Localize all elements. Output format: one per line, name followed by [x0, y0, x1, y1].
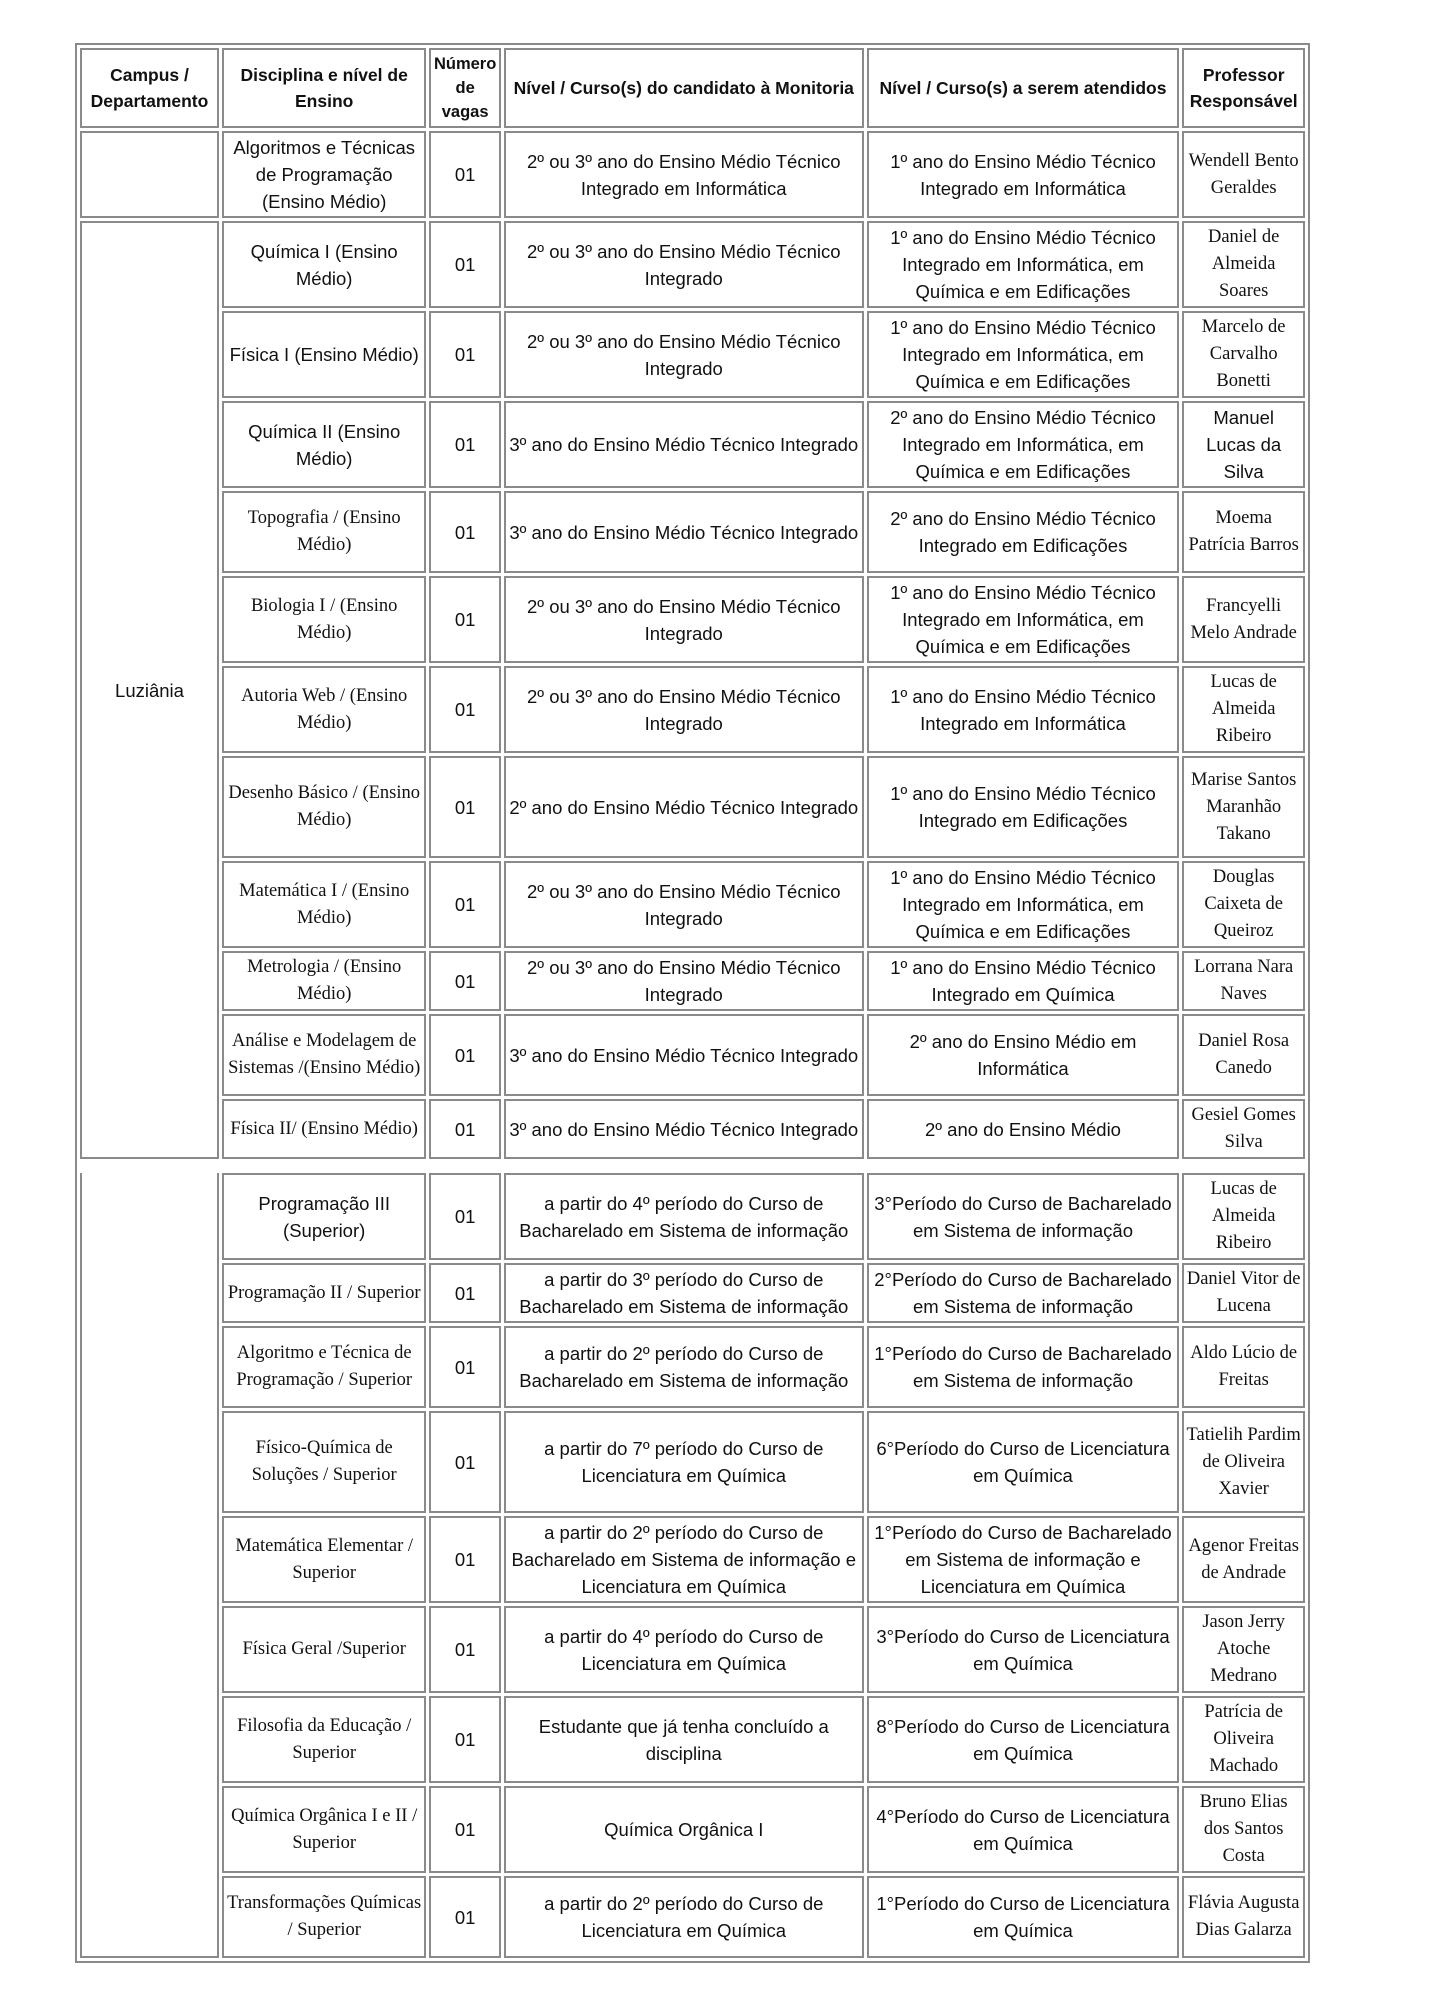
discipline-cell: Transformações Químicas / Superior [222, 1876, 426, 1958]
candidate-level-cell: 3º ano do Ensino Médio Técnico Integrado [504, 491, 864, 573]
served-level-cell: 1º ano do Ensino Médio Técnico Integrado em Informática [867, 131, 1180, 218]
header-campus: Campus / Departamento [80, 48, 219, 128]
professor-cell: Daniel Rosa Canedo [1182, 1014, 1305, 1096]
served-level-cell: 2º ano do Ensino Médio em Informática [867, 1014, 1180, 1096]
table-row [80, 491, 1305, 573]
page-break-cell [80, 1162, 1305, 1170]
table-row [80, 1411, 1305, 1513]
table-row [80, 1786, 1305, 1873]
candidate-level-cell: 2º ou 3º ano do Ensino Médio Técnico Integrado [504, 221, 864, 308]
served-level-cell: 2º ano do Ensino Médio [867, 1099, 1180, 1159]
discipline-cell: Física I (Ensino Médio) [222, 311, 426, 398]
served-level-cell: 1º ano do Ensino Médio Técnico Integrado em Informática [867, 666, 1180, 753]
vacancies-cell: 01 [429, 1173, 501, 1260]
discipline-cell: Matemática Elementar / Superior [222, 1516, 426, 1603]
professor-cell: Patrícia de Oliveira Machado [1182, 1696, 1305, 1783]
vacancies-cell: 01 [429, 1263, 501, 1323]
candidate-level-cell: a partir do 4º período do Curso de Bacharelado em Sistema de informação [504, 1173, 864, 1260]
discipline-cell: Filosofia da Educação / Superior [222, 1696, 426, 1783]
candidate-level-cell: a partir do 2º período do Curso de Licenciatura em Química [504, 1876, 864, 1958]
served-level-cell: 1º ano do Ensino Médio Técnico Integrado em Informática, em Química e em Edificações [867, 861, 1180, 948]
discipline-cell: Química II (Ensino Médio) [222, 401, 426, 488]
header-vacancies: Número de vagas [429, 48, 501, 128]
candidate-level-cell: 3º ano do Ensino Médio Técnico Integrado [504, 401, 864, 488]
vacancies-cell: 01 [429, 576, 501, 663]
served-level-cell: 2º ano do Ensino Médio Técnico Integrado em Edificações [867, 491, 1180, 573]
candidate-level-cell: a partir do 4º período do Curso de Licenciatura em Química [504, 1606, 864, 1693]
discipline-cell: Matemática I / (Ensino Médio) [222, 861, 426, 948]
vacancies-cell: 01 [429, 666, 501, 753]
professor-cell: Douglas Caixeta de Queiroz [1182, 861, 1305, 948]
discipline-cell: Física II/ (Ensino Médio) [222, 1099, 426, 1159]
professor-cell: Tatielih Pardim de Oliveira Xavier [1182, 1411, 1305, 1513]
table-row [80, 756, 1305, 858]
campus-cell-empty [80, 131, 219, 218]
professor-cell: Gesiel Gomes Silva [1182, 1099, 1305, 1159]
candidate-level-cell: 2º ou 3º ano do Ensino Médio Técnico Integrado [504, 576, 864, 663]
served-level-cell: 1°Período do Curso de Bacharelado em Sistema de informação e Licenciatura em Química [867, 1516, 1180, 1603]
candidate-level-cell: 3º ano do Ensino Médio Técnico Integrado [504, 1099, 864, 1159]
table-row [80, 1099, 1305, 1159]
vacancies-cell: 01 [429, 1326, 501, 1408]
vacancies-cell: 01 [429, 311, 501, 398]
vacancies-cell: 01 [429, 1411, 501, 1513]
served-level-cell: 1°Período do Curso de Bacharelado em Sistema de informação [867, 1326, 1180, 1408]
professor-cell: Agenor Freitas de Andrade [1182, 1516, 1305, 1603]
discipline-cell: Programação II / Superior [222, 1263, 426, 1323]
vacancies-cell: 01 [429, 221, 501, 308]
vacancies-cell: 01 [429, 861, 501, 948]
candidate-level-cell: Química Orgânica I [504, 1786, 864, 1873]
professor-cell: Lorrana Nara Naves [1182, 951, 1305, 1011]
table-row [80, 311, 1305, 398]
table-header-row [80, 48, 1305, 128]
discipline-cell: Autoria Web / (Ensino Médio) [222, 666, 426, 753]
discipline-cell: Programação III (Superior) [222, 1173, 426, 1260]
table-row [80, 1696, 1305, 1783]
discipline-cell: Desenho Básico / (Ensino Médio) [222, 756, 426, 858]
vacancies-cell: 01 [429, 401, 501, 488]
professor-cell: Lucas de Almeida Ribeiro [1182, 666, 1305, 753]
table-row [80, 666, 1305, 753]
header-professor: Professor Responsável [1182, 48, 1305, 128]
vacancies-cell: 01 [429, 1606, 501, 1693]
table-row [80, 1606, 1305, 1693]
candidate-level-cell: 3º ano do Ensino Médio Técnico Integrado [504, 1014, 864, 1096]
vacancies-cell: 01 [429, 1099, 501, 1159]
served-level-cell: 8°Período do Curso de Licenciatura em Química [867, 1696, 1180, 1783]
vacancies-cell: 01 [429, 951, 501, 1011]
professor-cell: Moema Patrícia Barros [1182, 491, 1305, 573]
table-row [80, 1326, 1305, 1408]
table-row [80, 861, 1305, 948]
discipline-cell: Físico-Química de Soluções / Superior [222, 1411, 426, 1513]
monitoria-table-page [75, 43, 1310, 1963]
discipline-cell: Topografia / (Ensino Médio) [222, 491, 426, 573]
vacancies-cell: 01 [429, 1786, 501, 1873]
table-row [80, 401, 1305, 488]
served-level-cell: 1º ano do Ensino Médio Técnico Integrado em Edificações [867, 756, 1180, 858]
table-row [80, 576, 1305, 663]
professor-cell: Marise Santos Maranhão Takano [1182, 756, 1305, 858]
professor-cell: Manuel Lucas da Silva [1182, 401, 1305, 488]
professor-cell: Lucas de Almeida Ribeiro [1182, 1173, 1305, 1260]
header-discipline: Disciplina e nível de Ensino [222, 48, 426, 128]
campus-cell-continued [80, 1173, 219, 1958]
candidate-level-cell: a partir do 2º período do Curso de Bacharelado em Sistema de informação e Licenciatura em Química [504, 1516, 864, 1603]
served-level-cell: 1º ano do Ensino Médio Técnico Integrado em Informática, em Química e em Edificações [867, 576, 1180, 663]
discipline-cell: Algoritmos e Técnicas de Programação (Ensino Médio) [222, 131, 426, 218]
vacancies-cell: 01 [429, 131, 501, 218]
served-level-cell: 3°Período do Curso de Bacharelado em Sistema de informação [867, 1173, 1180, 1260]
discipline-cell: Química I (Ensino Médio) [222, 221, 426, 308]
professor-cell: Flávia Augusta Dias Galarza [1182, 1876, 1305, 1958]
header-served-level: Nível / Curso(s) a serem atendidos [867, 48, 1180, 128]
discipline-cell: Biologia I / (Ensino Médio) [222, 576, 426, 663]
discipline-cell: Química Orgânica I e II / Superior [222, 1786, 426, 1873]
served-level-cell: 2°Período do Curso de Bacharelado em Sistema de informação [867, 1263, 1180, 1323]
table-row [80, 221, 1305, 308]
served-level-cell: 1º ano do Ensino Médio Técnico Integrado em Informática, em Química e em Edificações [867, 221, 1180, 308]
served-level-cell: 1º ano do Ensino Médio Técnico Integrado em Química [867, 951, 1180, 1011]
candidate-level-cell: 2º ou 3º ano do Ensino Médio Técnico Integrado em Informática [504, 131, 864, 218]
professor-cell: Daniel de Almeida Soares [1182, 221, 1305, 308]
monitoria-vacancies-table [75, 43, 1310, 1963]
candidate-level-cell: a partir do 2º período do Curso de Bacharelado em Sistema de informação [504, 1326, 864, 1408]
table-row [80, 951, 1305, 1011]
vacancies-cell: 01 [429, 491, 501, 573]
vacancies-cell: 01 [429, 1696, 501, 1783]
candidate-level-cell: a partir do 7º período do Curso de Licenciatura em Química [504, 1411, 864, 1513]
professor-cell: Wendell Bento Geraldes [1182, 131, 1305, 218]
vacancies-cell: 01 [429, 1014, 501, 1096]
table-row [80, 1876, 1305, 1958]
candidate-level-cell: 2º ou 3º ano do Ensino Médio Técnico Integrado [504, 666, 864, 753]
table-row [80, 1014, 1305, 1096]
candidate-level-cell: 2º ou 3º ano do Ensino Médio Técnico Integrado [504, 861, 864, 948]
served-level-cell: 1º ano do Ensino Médio Técnico Integrado em Informática, em Química e em Edificações [867, 311, 1180, 398]
candidate-level-cell: 2º ou 3º ano do Ensino Médio Técnico Integrado [504, 311, 864, 398]
discipline-cell: Análise e Modelagem de Sistemas /(Ensino Médio) [222, 1014, 426, 1096]
vacancies-cell: 01 [429, 1516, 501, 1603]
candidate-level-cell: 2º ou 3º ano do Ensino Médio Técnico Integrado [504, 951, 864, 1011]
table-row [80, 1263, 1305, 1323]
professor-cell: Bruno Elias dos Santos Costa [1182, 1786, 1305, 1873]
candidate-level-cell: 2º ano do Ensino Médio Técnico Integrado [504, 756, 864, 858]
vacancies-cell: 01 [429, 756, 501, 858]
campus-cell: Luziânia [80, 221, 219, 1159]
professor-cell: Jason Jerry Atoche Medrano [1182, 1606, 1305, 1693]
served-level-cell: 2º ano do Ensino Médio Técnico Integrado em Informática, em Química e em Edificações [867, 401, 1180, 488]
served-level-cell: 3°Período do Curso de Licenciatura em Química [867, 1606, 1180, 1693]
professor-cell: Marcelo de Carvalho Bonetti [1182, 311, 1305, 398]
header-candidate-level: Nível / Curso(s) do candidato à Monitoria [504, 48, 864, 128]
candidate-level-cell: Estudante que já tenha concluído a disciplina [504, 1696, 864, 1783]
served-level-cell: 6°Período do Curso de Licenciatura em Química [867, 1411, 1180, 1513]
served-level-cell: 4°Período do Curso de Licenciatura em Química [867, 1786, 1180, 1873]
professor-cell: Francyelli Melo Andrade [1182, 576, 1305, 663]
discipline-cell: Metrologia / (Ensino Médio) [222, 951, 426, 1011]
vacancies-cell: 01 [429, 1876, 501, 1958]
table-page-break [80, 1162, 1305, 1170]
discipline-cell: Algoritmo e Técnica de Programação / Superior [222, 1326, 426, 1408]
candidate-level-cell: a partir do 3º período do Curso de Bacharelado em Sistema de informação [504, 1263, 864, 1323]
served-level-cell: 1°Período do Curso de Licenciatura em Química [867, 1876, 1180, 1958]
discipline-cell: Física Geral /Superior [222, 1606, 426, 1693]
table-row [80, 1516, 1305, 1603]
table-row [80, 1173, 1305, 1260]
professor-cell: Aldo Lúcio de Freitas [1182, 1326, 1305, 1408]
professor-cell: Daniel Vitor de Lucena [1182, 1263, 1305, 1323]
table-row [80, 131, 1305, 218]
